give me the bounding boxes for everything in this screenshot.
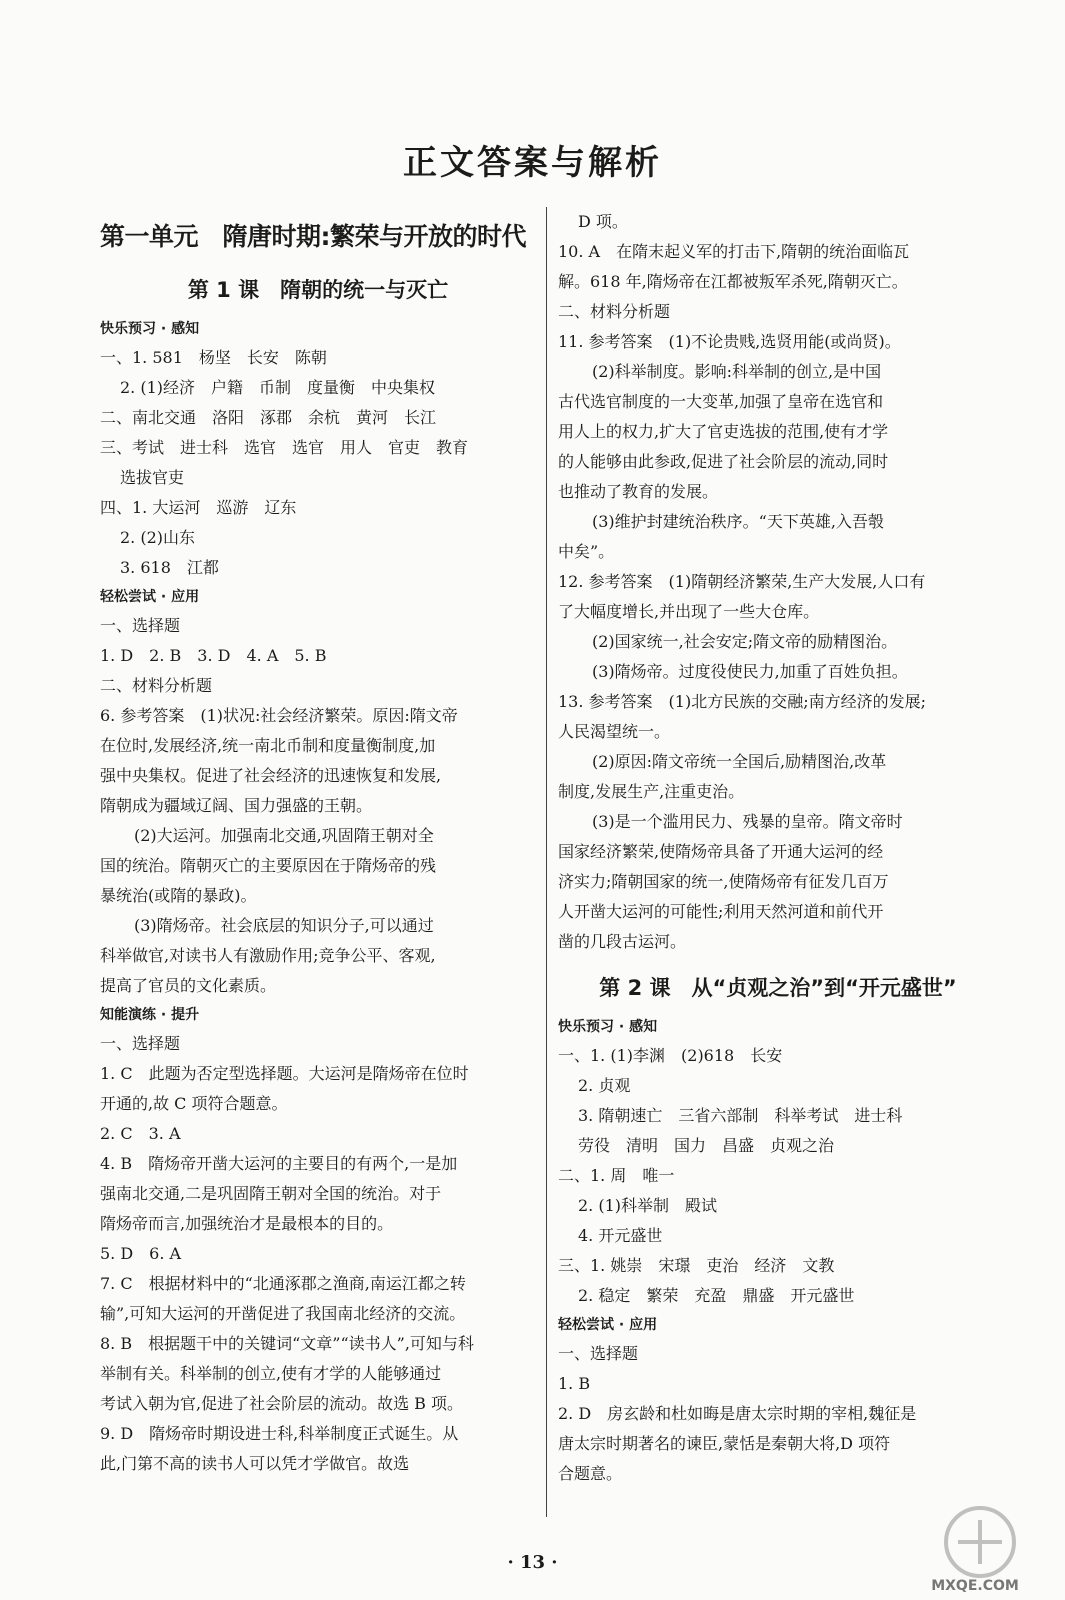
- text-line: 一、选择题: [100, 1034, 181, 1053]
- text-line: 13. 参考答案 (1)北方民族的交融;南方经济的发展;: [558, 692, 926, 711]
- text-line: 输”,可知大运河的开凿促进了我国南北经济的交流。: [100, 1304, 466, 1323]
- text-line: 2. C 3. A: [100, 1124, 181, 1143]
- text-line: (2)国家统一,社会安定;隋文帝的励精图治。: [592, 632, 898, 651]
- text-line: (2)科举制度。影响:科举制的创立,是中国: [592, 362, 882, 381]
- text-line: 凿的几段古运河。: [558, 932, 687, 951]
- text-line: 二、材料分析题: [558, 302, 671, 321]
- text-line: 一、1. (1)李渊 (2)618 长安: [558, 1046, 783, 1065]
- text-line: 二、1. 周 唯一: [558, 1166, 675, 1185]
- section-heading: 知能演练 · 提升: [100, 1007, 200, 1023]
- text-line: 一、选择题: [100, 616, 181, 635]
- text-line: 考试入朝为官,促进了社会阶层的流动。故选 B 项。: [100, 1394, 464, 1413]
- text-line: 4. B 隋炀帝开凿大运河的主要目的有两个,一是加: [100, 1154, 458, 1173]
- text-line: 强南北交通,二是巩固隋王朝对全国的统治。对于: [100, 1184, 442, 1203]
- text-line: 科举做官,对读书人有激励作用;竞争公平、客观,: [100, 946, 436, 965]
- text-line: 10. A 在隋末起义军的打击下,隋朝的统治面临瓦: [558, 242, 910, 261]
- text-line: 暴统治(或隋的暴政)。: [100, 886, 257, 905]
- text-line: 选拔官吏: [120, 468, 185, 487]
- text-line: 三、考试 进士科 选官 选官 用人 官吏 教育: [100, 438, 469, 457]
- lesson-title: 第 1 课 隋朝的统一与灭亡: [187, 278, 449, 302]
- unit-title: 第一单元 隋唐时期:繁荣与开放的时代: [100, 222, 526, 251]
- text-line: 人开凿大运河的可能性;利用天然河道和前代开: [558, 902, 884, 921]
- text-line: 2. (2)山东: [120, 528, 196, 547]
- text-line: 4. 开元盛世: [578, 1226, 663, 1245]
- text-line: 济实力;隋朝国家的统一,使隋炀帝有征发几百万: [558, 872, 889, 891]
- text-line: 9. D 隋炀帝时期设进士科,科举制度正式诞生。从: [100, 1424, 459, 1443]
- text-line: 11. 参考答案 (1)不论贵贱,选贤用能(或尚贤)。: [558, 332, 901, 351]
- text-line: 解。618 年,隋炀帝在江都被叛军杀死,隋朝灭亡。: [558, 272, 908, 291]
- text-line: (3)是一个滥用民力、残暴的皇帝。隋文帝时: [592, 812, 903, 831]
- watermark-text: MXQE.COM: [931, 1578, 1019, 1594]
- page-title: 正文答案与解析: [403, 143, 662, 183]
- text-line: 2. (1)科举制 殿试: [578, 1196, 718, 1215]
- text-line: 2. (1)经济 户籍 币制 度量衡 中央集权: [120, 378, 436, 397]
- lesson-title: 第 2 课 从“贞观之治”到“开元盛世”: [599, 976, 957, 1000]
- text-line: 制度,发展生产,注重吏治。: [558, 782, 745, 801]
- text-line: 1. D 2. B 3. D 4. A 5. B: [100, 646, 327, 665]
- text-line: (3)隋炀帝。过度役使民力,加重了百姓负担。: [592, 662, 908, 681]
- text-line: 二、材料分析题: [100, 676, 213, 695]
- text-line: 也推动了教育的发展。: [558, 482, 719, 501]
- text-line: 2. 贞观: [578, 1076, 631, 1095]
- text-line: 提高了官员的文化素质。: [100, 976, 277, 995]
- text-line: 8. B 根据题干中的关键词“文章”“读书人”,可知与科: [100, 1334, 474, 1353]
- text-line: 的人能够由此参政,促进了社会阶层的流动,同时: [558, 452, 889, 471]
- text-line: 强中央集权。促进了社会经济的迅速恢复和发展,: [100, 766, 442, 785]
- text-line: 此,门第不高的读书人可以凭才学做官。故选: [100, 1454, 410, 1473]
- section-heading: 快乐预习 · 感知: [558, 1019, 658, 1035]
- text-line: 举制有关。科举制的创立,使有才学的人能够通过: [100, 1364, 442, 1383]
- text-line: 6. 参考答案 (1)状况:社会经济繁荣。原因:隋文帝: [100, 706, 458, 725]
- text-line: 1. C 此题为否定型选择题。大运河是隋炀帝在位时: [100, 1064, 469, 1083]
- text-line: 用人上的权力,扩大了官吏选拔的范围,使有才学: [558, 422, 889, 441]
- page-number: · 13 ·: [507, 1552, 558, 1573]
- text-line: 劳役 清明 国力 昌盛 贞观之治: [578, 1136, 835, 1155]
- text-line: 国家经济繁荣,使隋炀帝具备了开通大运河的经: [558, 842, 884, 861]
- text-line: 人民渴望统一。: [558, 722, 671, 741]
- text-line: 1. B: [558, 1374, 591, 1393]
- watermark-logo-icon: [930, 1500, 1030, 1590]
- text-line: 隋炀帝而言,加强统治才是最根本的目的。: [100, 1214, 394, 1233]
- text-line: 隋朝成为疆域辽阔、国力强盛的王朝。: [100, 796, 373, 815]
- text-line: 5. D 6. A: [100, 1244, 182, 1263]
- text-line: 中矣”。: [558, 542, 615, 561]
- text-line: (2)原因:隋文帝统一全国后,励精图治,改革: [592, 752, 887, 771]
- text-line: 四、1. 大运河 巡游 辽东: [100, 498, 297, 517]
- text-line: 2. 稳定 繁荣 充盈 鼎盛 开元盛世: [578, 1286, 855, 1305]
- text-line: D 项。: [578, 212, 628, 231]
- text-line: (2)大运河。加强南北交通,巩固隋王朝对全: [134, 826, 434, 845]
- section-heading: 轻松尝试 · 应用: [100, 589, 200, 605]
- section-heading: 轻松尝试 · 应用: [558, 1317, 658, 1333]
- text-line: 7. C 根据材料中的“北通涿郡之渔商,南运江都之转: [100, 1274, 466, 1293]
- section-heading: 快乐预习 · 感知: [100, 321, 200, 337]
- text-line: 3. 隋朝速亡 三省六部制 科举考试 进士科: [578, 1106, 903, 1125]
- text-line: 3. 618 江都: [120, 558, 219, 577]
- right-column: [558, 207, 998, 1489]
- text-line: 2. D 房玄龄和杜如晦是唐太宗时期的宰相,魏征是: [558, 1404, 917, 1423]
- text-line: 开通的,故 C 项符合题意。: [100, 1094, 288, 1113]
- text-line: 在位时,发展经济,统一南北币制和度量衡制度,加: [100, 736, 436, 755]
- text-line: 国的统治。隋朝灭亡的主要原因在于隋炀帝的残: [100, 856, 437, 875]
- text-line: 唐太宗时期著名的谏臣,蒙恬是秦朝大将,D 项符: [558, 1434, 891, 1453]
- text-line: 二、南北交通 洛阳 涿郡 余杭 黄河 长江: [100, 408, 437, 427]
- text-line: 12. 参考答案 (1)隋朝经济繁荣,生产大发展,人口有: [558, 572, 926, 591]
- text-line: 三、1. 姚崇 宋璟 吏治 经济 文教: [558, 1256, 835, 1275]
- text-line: 合题意。: [558, 1464, 623, 1483]
- text-line: 了大幅度增长,并出现了一些大仓库。: [558, 602, 820, 621]
- text-line: 古代选官制度的一大变革,加强了皇帝在选官和: [558, 392, 884, 411]
- text-line: (3)维护封建统治秩序。“天下英雄,入吾彀: [592, 512, 884, 531]
- text-line: 一、选择题: [558, 1344, 639, 1363]
- text-line: 一、1. 581 杨坚 长安 陈朝: [100, 348, 327, 367]
- text-line: (3)隋炀帝。社会底层的知识分子,可以通过: [134, 916, 434, 935]
- left-column: [100, 207, 536, 1479]
- column-divider: [546, 207, 547, 1517]
